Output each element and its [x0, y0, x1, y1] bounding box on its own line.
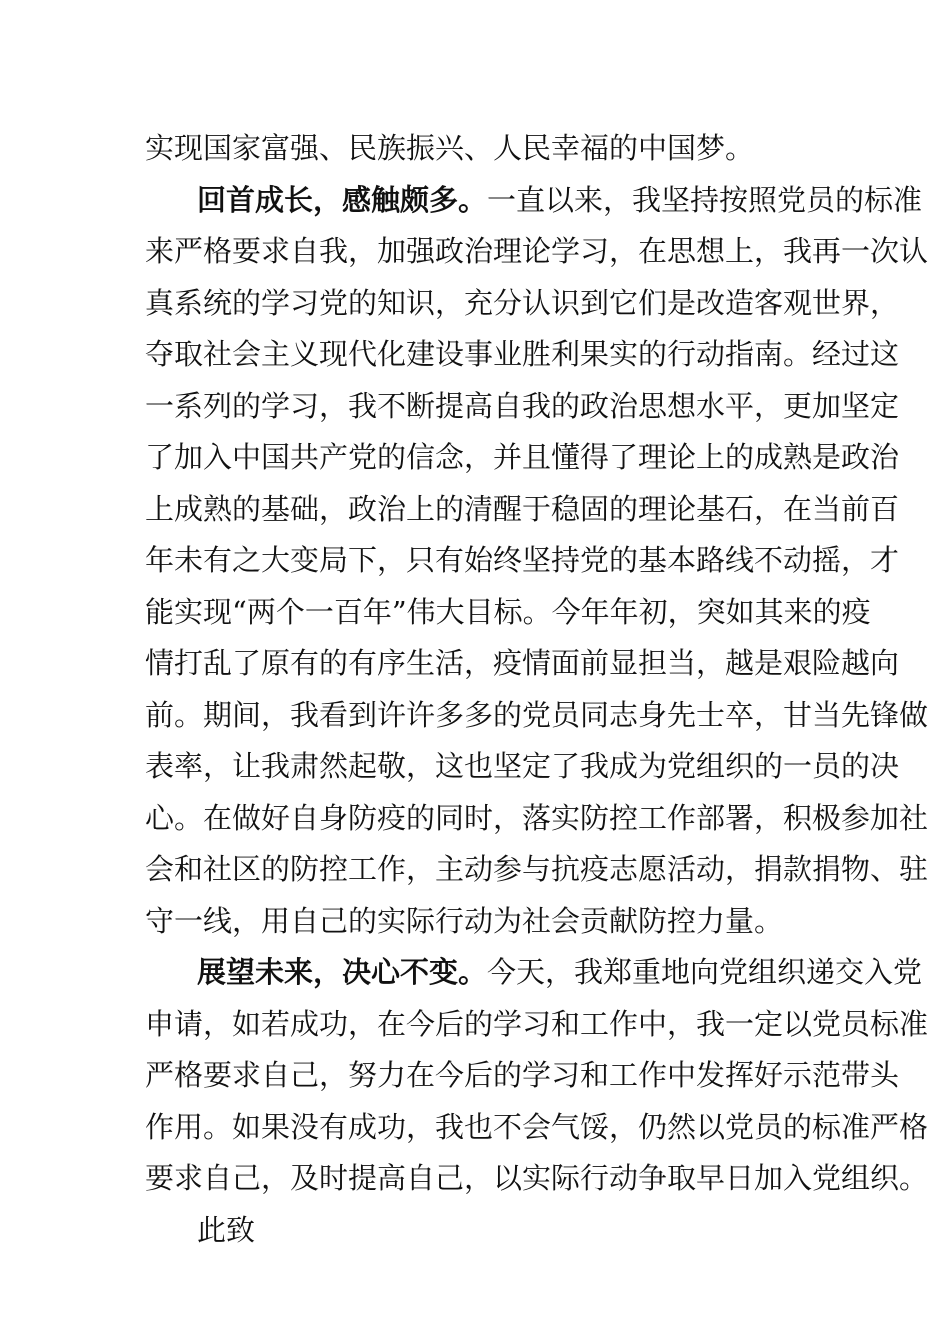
text-line: 一系列的学习，我不断提高自我的政治思想水平，更加坚定: [145, 389, 900, 423]
text-line: 上成熟的基础，政治上的清醒于稳固的理论基石，在当前百: [145, 492, 900, 526]
text-line: 会和社区的防控工作，主动参与抗疫志愿活动，捐款捐物、驻: [145, 852, 929, 886]
text-line: 心。在做好自身防疫的同时，落实防控工作部署，积极参加社: [145, 801, 929, 835]
text-line: 表率，让我肃然起敬，这也坚定了我成为党组织的一员的决: [145, 749, 900, 783]
text-line: 来严格要求自我，加强政治理论学习，在思想上，我再一次认: [145, 234, 929, 268]
text-line: 年未有之大变局下，只有始终坚持党的基本路线不动摇，才: [145, 543, 900, 577]
paragraph-3-first-line: [197, 952, 923, 992]
text-line: 真系统的学习党的知识，充分认识到它们是改造客观世界，: [145, 286, 900, 320]
text-line: 作用。如果没有成功，我也不会气馁，仍然以党员的标准严格: [145, 1110, 929, 1144]
text-line: 守一线，用自己的实际行动为社会贡献防控力量。: [145, 904, 784, 938]
text-span: 一直以来，我坚持按照党员的标准: [487, 183, 923, 217]
paragraph-heading: 展望未来，决心不变。: [197, 955, 488, 989]
paragraph-2-first-line: [197, 180, 923, 220]
text-line: 情打乱了原有的有序生活，疫情面前显担当，越是艰险越向: [145, 646, 900, 680]
text-span: 今天，我郑重地向党组织递交入党: [487, 955, 923, 989]
text-line: 夺取社会主义现代化建设事业胜利果实的行动指南。经过这: [145, 337, 900, 371]
text-line: 严格要求自己，努力在今后的学习和工作中发挥好示范带头: [145, 1058, 900, 1092]
text-line: 实现国家富强、民族振兴、人民幸福的中国梦。: [145, 131, 755, 165]
closing-salutation: 此致: [197, 1213, 256, 1247]
text-line: 了加入中国共产党的信念，并且懂得了理论上的成熟是政治: [145, 440, 900, 474]
text-line: 能实现“两个一百年”伟大目标。今年年初，突如其来的疫: [145, 595, 871, 629]
text-line: 申请，如若成功，在今后的学习和工作中，我一定以党员标准: [145, 1007, 929, 1041]
paragraph-heading: 回首成长，感触颇多。: [197, 183, 488, 217]
text-line: 前。期间，我看到许许多多的党员同志身先士卒，甘当先锋做: [145, 698, 929, 732]
text-line: 要求自己，及时提高自己，以实际行动争取早日加入党组织。: [145, 1161, 929, 1195]
